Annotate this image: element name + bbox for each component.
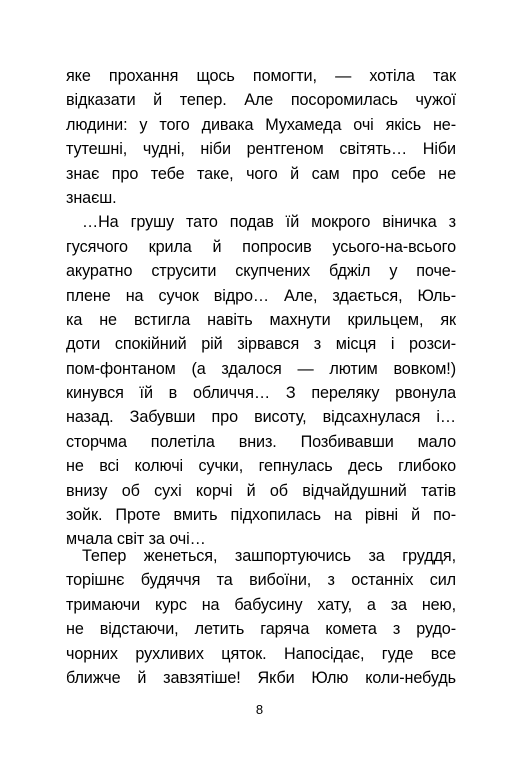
text-line: внизу об сухі корчі й об відчайдушний татів — [66, 481, 456, 500]
text-line: Тепер женеться, зашпортуючись за груддя, — [82, 547, 456, 565]
page-number: 8 — [255, 702, 264, 717]
text-line: назад. Забувши про висоту, відсахнулася і… — [66, 408, 456, 427]
paragraph-1 — [66, 64, 456, 210]
text-line: плене на сучок відро… Але, здається, Юль- — [66, 286, 456, 305]
text-line: кинувся їй в обличчя… З переляку рвонула — [66, 384, 456, 403]
paragraph-2 — [66, 210, 456, 551]
text-line: мчала світ за очі… — [66, 530, 206, 549]
text-line: відказати й тепер. Але посоромилась чужої — [66, 91, 456, 110]
text-line: яке прохання щось помогти, — хотіла так — [66, 67, 456, 85]
text-line: людини: у того дивака Мухамеда очі якісь не- — [66, 115, 456, 134]
text-line: гусячого крила й попросив усього-на-всього — [66, 237, 456, 256]
text-line: знає про тебе таке, чого й сам про себе не — [66, 164, 456, 183]
text-line: ка не встигла навіть махнути крильцем, як — [66, 310, 456, 329]
text-line: не відстаючи, летить гаряча комета з рудо- — [66, 620, 456, 639]
text-line: доти спокійний рій зірвався з місця і розси- — [66, 335, 456, 354]
text-line: …На грушу тато подав їй мокрого віничка з — [82, 213, 456, 232]
text-line: тутешні, чудні, ніби рентгеном світять… Ніби — [66, 140, 456, 159]
text-line: пом-фонтаном (а здалося — лютим вовком!) — [66, 359, 456, 378]
text-line: сторчма полетіла вниз. Позбивавши мало — [66, 432, 456, 451]
text-section-bottom — [66, 544, 456, 690]
text-line: знаєш. — [66, 188, 117, 207]
paragraph-3 — [66, 544, 456, 690]
text-line: торішнє будяччя та вибоїни, з останніх сил — [66, 571, 456, 590]
text-line: чорних рухливих цяток. Напосідає, гуде все — [66, 644, 456, 663]
text-line: зойк. Проте вмить підхопилась на рівні й по- — [66, 506, 456, 525]
text-line: ближче й завзятіше! Якби Юлю коли-небудь — [66, 668, 456, 687]
text-section-top — [66, 64, 456, 552]
text-line: не всі колючі сучки, гепнулась десь глибоко — [66, 457, 456, 476]
text-line: тримаючи курс на бабусину хату, а за нею, — [66, 595, 456, 614]
text-line: акуратно струсити скупчених бджіл у поче- — [66, 262, 456, 281]
